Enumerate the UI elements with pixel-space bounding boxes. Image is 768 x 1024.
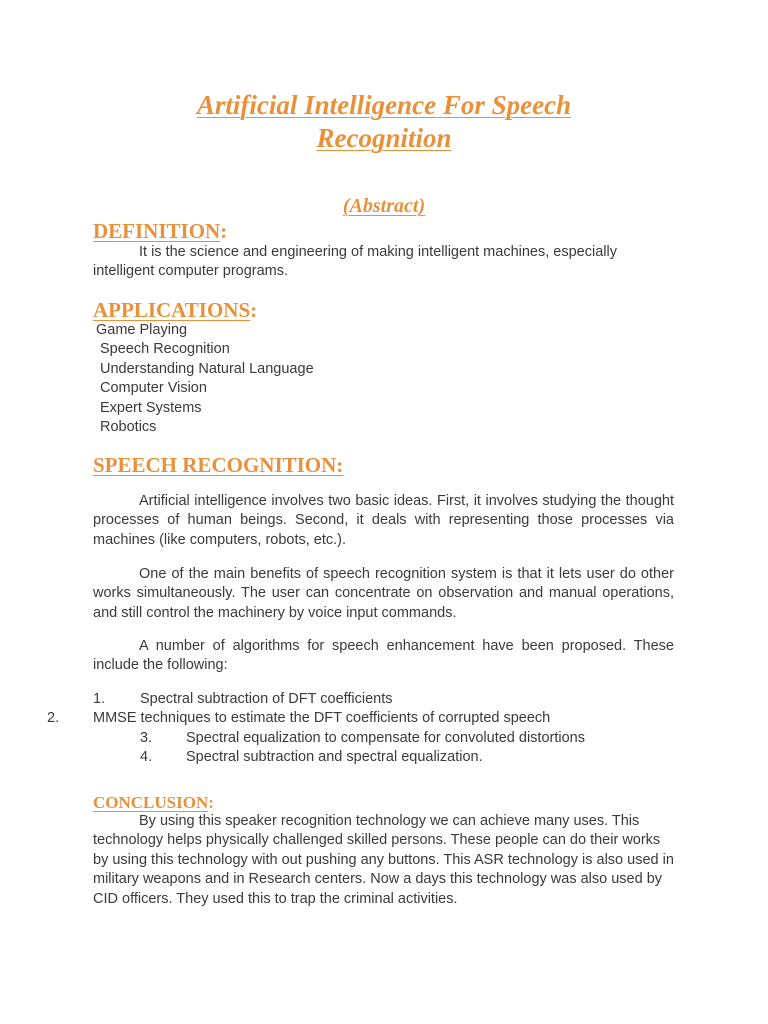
speech-paragraph-3: A number of algorithms for speech enhancement have been proposed. These include the following: — [93, 638, 674, 674]
list-item-text: Spectral subtraction of DFT coefficients — [140, 691, 393, 707]
list-item-text: MMSE techniques to estimate the DFT coefficients of corrupted speech — [93, 710, 551, 726]
list-item-number: 2. — [47, 710, 60, 726]
applications-heading-colon: : — [250, 298, 258, 322]
definition-heading — [93, 218, 227, 244]
conclusion-heading-colon: : — [208, 793, 214, 812]
list-item — [0, 729, 768, 749]
list-item — [0, 748, 768, 768]
list-item: Understanding Natural Language — [100, 360, 314, 377]
list-item: Robotics — [100, 419, 157, 435]
applications-heading — [93, 297, 257, 323]
speech-recognition-heading — [93, 452, 343, 478]
list-item — [0, 690, 768, 710]
list-item-text: Spectral subtraction and spectral equalization. — [186, 749, 483, 765]
abstract-label: (Abstract) — [342, 195, 426, 217]
definition-heading-colon: : — [220, 219, 228, 243]
definition-text: It is the science and engineering of making intelligent machines, especially intelligent computer programs. — [93, 244, 617, 280]
speech-paragraph-1: Artificial intelligence involves two basic ideas. First, it involves studying the thought processes of human beings. Second, it deals with representing those processes via machines (like computers, robots, etc.). — [93, 493, 674, 548]
list-item-text: Spectral equalization to compensate for convoluted distortions — [186, 730, 585, 746]
list-item: Computer Vision — [100, 380, 207, 397]
speech-recognition-heading-text: SPEECH RECOGNITION: — [93, 453, 344, 477]
list-item: Game Playing — [96, 322, 188, 338]
list-item-number: 4. — [140, 749, 153, 765]
list-item-number: 1. — [93, 691, 106, 707]
conclusion-heading-text: CONCLUSION — [93, 793, 209, 812]
list-item — [0, 709, 768, 729]
applications-heading-text: APPLICATIONS — [93, 298, 251, 322]
list-item-number: 3. — [140, 730, 153, 746]
speech-paragraph-2: One of the main benefits of speech recognition system is that it lets user do other works simultaneously. The user can concentrate on observation and manual operations, and still control the machinery by voice input commands. — [93, 566, 674, 621]
definition-heading-text: DEFINITION — [93, 219, 221, 243]
list-item: Speech Recognition — [100, 341, 230, 358]
document-title-line-1: Artificial Intelligence For Speech — [196, 90, 572, 120]
document-title-line-2: Recognition — [316, 123, 452, 153]
conclusion-text: By using this speaker recognition technology we can achieve many uses. This technology helps physically challenged skilled persons. These people can do their works by using this technology with out pushing any buttons. This ASR technology is also used in military weapons and in Research centers. Now a days this technology was also used by CID officers. They used this to trap the criminal activities. — [93, 813, 674, 907]
list-item: Expert Systems — [100, 399, 202, 416]
